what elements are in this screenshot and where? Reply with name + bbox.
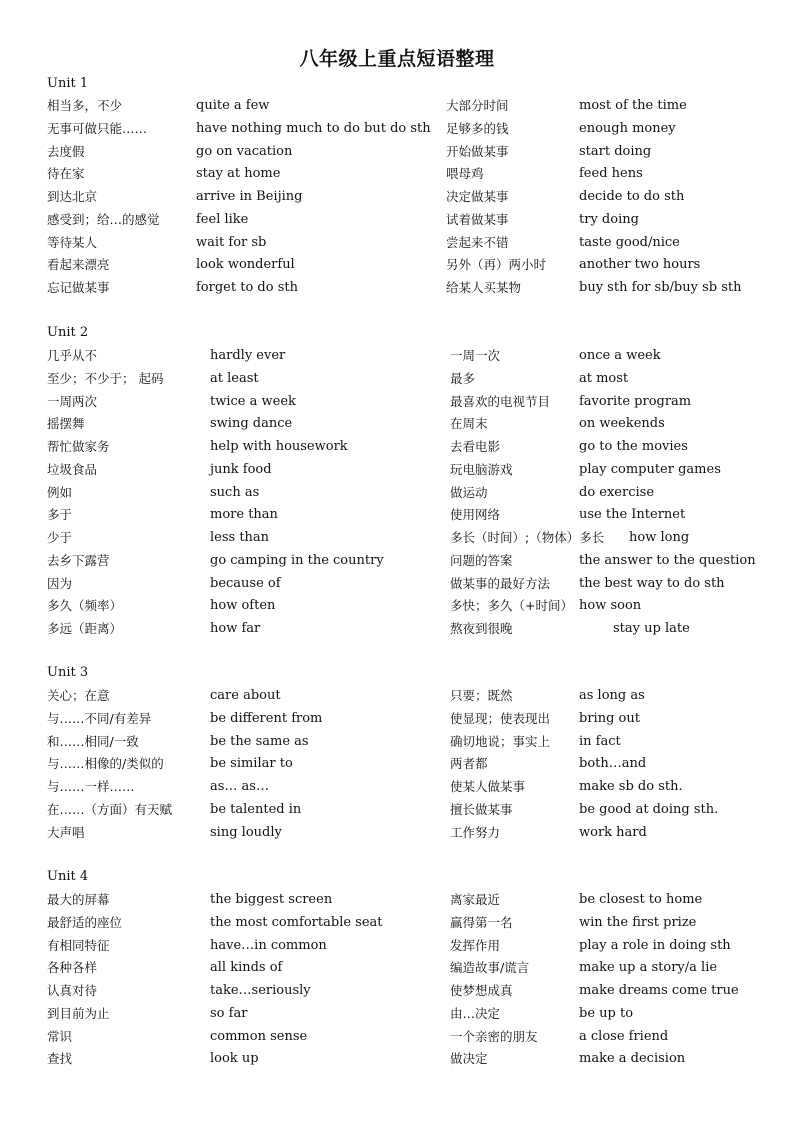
phrase-english: have nothing much to do but do sth [196,120,431,136]
phrase-chinese: 最大的屏幕 [47,892,110,907]
phrase-english: favorite program [579,393,692,409]
phrase-chinese: 决定做某事 [446,189,509,204]
phrase-chinese: 编造故事/谎言 [450,960,530,976]
phrase-english: a close friend [579,1028,669,1044]
phrase-english: be up to [579,1005,634,1021]
phrase-chinese: 大声唱 [47,824,85,840]
phrase-english: make up a story/a lie [579,960,718,976]
phrase-english: swing dance [210,416,293,432]
phrase-english: forget to do sth [196,280,298,295]
phrase-english: look up [210,1051,259,1067]
phrase-english: stay at home [196,166,281,182]
phrase-chinese: 多于 [47,507,73,523]
phrase-chinese: 最喜欢的电视节目 [450,393,551,409]
phrase-english: use the Internet [579,507,686,523]
phrase-chinese: 去乡下露营 [47,552,110,568]
phrase-english: bring out [579,710,640,726]
phrase-chinese: 与……不同/有差异 [47,710,152,726]
phrase-english: be different from [210,710,323,726]
phrase-chinese: 一周一次 [450,348,501,363]
phrase-english: make a decision [579,1051,686,1067]
phrase-chinese: 少于 [47,530,73,545]
phrase-english: more than [210,507,278,523]
phrase-english: buy sth for sb/buy sb sth [579,280,742,295]
phrase-english: play a role in doing sth [579,937,731,953]
phrase-chinese: 去度假 [47,143,85,159]
phrase-chinese: 发挥作用 [450,937,501,953]
phrase-chinese: 无事可做只能…… [47,120,148,136]
phrase-chinese: 尝起来不错 [446,234,509,250]
phrase-english: the most comfortable seat [210,914,383,930]
phrase-english: be talented in [210,801,302,817]
phrase-english: another two hours [579,257,701,273]
phrase-chinese: 多远（距离） [47,621,123,636]
phrase-english: care about [210,688,281,703]
phrase-chinese: 一周两次 [47,393,98,409]
phrase-english: at most [579,370,629,386]
phrase-english: twice a week [210,393,296,409]
phrase-english: once a week [579,348,661,363]
phrase-chinese: 开始做某事 [446,143,509,159]
phrase-english: in fact [579,733,621,749]
phrase-english: so far [210,1005,248,1021]
phrase-english: feel like [196,211,249,227]
phrase-english: the best way to do sth [579,575,725,591]
phrase-english: go camping in the country [210,552,384,568]
phrase-english: common sense [210,1028,308,1044]
phrase-english: decide to do sth [579,189,685,204]
phrase-chinese: 离家最近 [450,892,501,907]
phrase-chinese: 给某人买某物 [446,280,522,295]
phrase-chinese: 擅长做某事 [450,801,513,817]
phrase-english: win the first prize [579,914,697,930]
phrase-chinese: 和……相同/一致 [47,733,139,749]
phrase-chinese: 赢得第一名 [450,914,513,930]
phrase-english: take…seriously [210,983,311,998]
phrase-english: most of the time [579,98,687,113]
phrase-chinese: 试着做某事 [446,211,509,227]
phrase-english: as… as… [210,779,269,794]
phrase-chinese: 去看电影 [450,439,501,454]
unit-heading: Unit 4 [47,869,89,884]
phrase-chinese: 在周末 [450,416,488,432]
phrase-english: stay up late [613,621,690,636]
phrase-chinese: 做运动 [450,484,488,500]
phrase-chinese: 到目前为止 [47,1005,110,1021]
phrase-chinese: 帮忙做家务 [47,439,110,454]
phrase-chinese: 多快；多久（+时间） [450,598,573,614]
phrase-chinese: 多长（时间）;（物体）多长 [450,530,605,545]
phrase-chinese: 只要；既然 [450,688,513,703]
phrase-chinese: 由…决定 [450,1005,501,1021]
phrase-chinese: 因为 [47,575,73,591]
phrase-chinese: 忘记做某事 [47,280,110,295]
phrase-chinese: 有相同特征 [47,937,110,953]
phrase-chinese: 查找 [47,1051,73,1067]
phrase-english: be similar to [210,756,293,772]
phrase-english: make sb do sth. [579,779,683,794]
phrase-english: work hard [579,824,647,840]
phrase-english: at least [210,370,259,386]
phrase-chinese: 一个亲密的朋友 [450,1028,538,1044]
phrase-english: feed hens [579,166,643,182]
phrase-chinese: 做某事的最好方法 [450,575,551,591]
phrase-chinese: 几乎从不 [47,348,98,363]
phrase-english: all kinds of [210,960,283,976]
phrase-chinese: 看起来漂亮 [47,257,110,273]
phrase-chinese: 例如 [47,484,73,500]
unit-heading: Unit 1 [47,76,89,91]
phrase-english: be the same as [210,733,309,749]
phrase-chinese: 做决定 [450,1051,488,1067]
page-title: 八年级上重点短语整理 [299,48,495,70]
phrase-english: start doing [579,143,652,159]
phrase-english: as long as [579,688,645,703]
phrase-english: help with housework [210,439,348,454]
phrase-english: sing loudly [210,824,282,840]
unit-heading: Unit 2 [47,325,89,340]
phrase-english: hardly ever [210,348,286,363]
phrase-chinese: 使用网络 [450,507,501,523]
phrase-chinese: 使显现；使表现出 [450,710,551,726]
phrase-chinese: 等待某人 [47,234,98,250]
phrase-chinese: 感受到；给…的感觉 [47,211,160,227]
phrase-chinese: 喂母鸡 [446,166,484,182]
phrase-english: do exercise [579,484,655,500]
phrase-english: the answer to the question [579,552,756,568]
phrase-english: how soon [579,598,642,614]
phrase-chinese: 关心；在意 [47,688,110,703]
phrase-english: less than [210,530,270,545]
phrase-chinese: 使梦想成真 [450,983,513,998]
phrase-chinese: 玩电脑游戏 [450,461,513,477]
phrase-english: enough money [579,120,676,136]
phrase-chinese: 足够多的钱 [446,120,509,136]
phrase-english: wait for sb [196,234,267,250]
phrase-english: make dreams come true [579,983,739,998]
phrase-chinese: 最多 [450,370,476,386]
phrase-english: have…in common [210,937,327,953]
phrase-english: because of [210,575,281,591]
phrase-chinese: 大部分时间 [446,98,509,113]
phrase-chinese: 摇摆舞 [47,416,85,432]
phrase-english: such as [210,484,260,500]
phrase-english: go on vacation [196,143,293,159]
phrase-english: look wonderful [196,257,295,273]
phrase-english: both…and [579,756,647,772]
phrase-chinese: 相当多，不少 [47,98,123,113]
unit-heading: Unit 3 [47,665,89,680]
phrase-chinese: 至少；不少于； 起码 [47,370,164,386]
phrase-english: taste good/nice [579,234,680,250]
phrase-chinese: 认真对待 [47,983,98,998]
phrase-chinese: 两者都 [450,756,488,772]
phrase-english: quite a few [196,98,270,113]
phrase-chinese: 熬夜到很晚 [450,621,513,636]
phrase-chinese: 到达北京 [47,189,98,204]
phrase-english: be closest to home [579,892,703,907]
phrase-chinese: 在……（方面）有天赋 [47,801,173,817]
phrase-chinese: 另外（再）两小时 [446,257,547,273]
phrase-english: on weekends [579,416,665,432]
phrase-english: how often [210,598,276,614]
phrase-chinese: 与……相像的/类似的 [47,756,164,772]
phrase-english: the biggest screen [210,892,333,907]
phrase-chinese: 待在家 [47,166,85,182]
phrase-english: try doing [579,211,639,227]
phrase-chinese: 常识 [47,1028,73,1044]
phrase-chinese: 垃圾食品 [47,461,98,477]
phrase-chinese: 确切地说；事实上 [450,733,551,749]
phrase-english: how far [210,621,261,636]
phrase-chinese: 问题的答案 [450,552,513,568]
phrase-english: go to the movies [579,439,688,454]
phrase-chinese: 最舒适的座位 [47,914,123,930]
phrase-english: how long [629,530,690,545]
phrase-chinese: 多久（频率） [47,598,123,614]
phrase-chinese: 使某人做某事 [450,779,526,794]
phrase-english: be good at doing sth. [579,801,719,817]
phrase-chinese: 各种各样 [47,960,98,976]
phrase-chinese: 与……一样…… [47,779,135,794]
phrase-english: arrive in Beijing [196,189,303,204]
phrase-english: junk food [210,461,272,477]
phrase-english: play computer games [579,461,721,477]
phrase-chinese: 工作努力 [450,824,501,840]
